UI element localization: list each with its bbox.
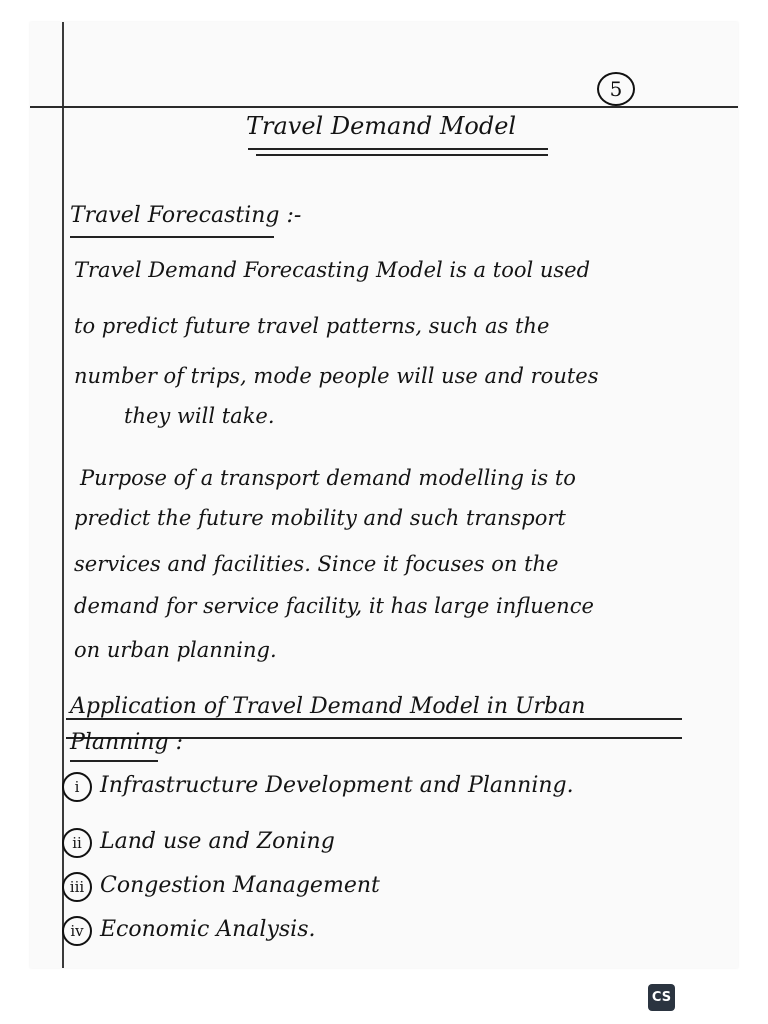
- purpose-line-4: demand for service facility, it has large influence: [74, 594, 594, 618]
- margin-line: [62, 22, 64, 968]
- item-text: Infrastructure Development and Planning.: [100, 773, 574, 798]
- item-text: Land use and Zoning: [100, 829, 335, 854]
- camscanner-badge: CS: [648, 984, 675, 1011]
- purpose-line-3: services and facilities. Since it focuses on the: [74, 552, 559, 576]
- item-text: Congestion Management: [100, 873, 380, 898]
- item-number: iii: [62, 872, 92, 902]
- list-item: [62, 772, 574, 802]
- list-item: [62, 916, 316, 946]
- purpose-line-5: on urban planning.: [74, 638, 277, 662]
- application-heading-cont: Planning :: [70, 730, 183, 755]
- title-underline: [248, 148, 548, 150]
- page-title: Travel Demand Model: [246, 112, 517, 140]
- forecasting-line-3: number of trips, mode people will use and routes: [74, 364, 599, 388]
- forecasting-line-4: they will take.: [124, 404, 275, 428]
- item-number: iv: [62, 916, 92, 946]
- purpose-line-2: predict the future mobility and such transport: [74, 506, 566, 530]
- title-underline-second: [256, 154, 548, 156]
- list-item: [62, 828, 335, 858]
- travel-forecasting-heading: Travel Forecasting :-: [70, 203, 302, 228]
- purpose-line-1: Purpose of a transport demand modelling is to: [80, 466, 576, 490]
- planning-underline: [70, 760, 158, 762]
- forecasting-line-1: Travel Demand Forecasting Model is a tool used: [74, 258, 591, 282]
- page-number: 5: [597, 72, 635, 106]
- application-heading: Application of Travel Demand Model in Urban: [70, 694, 586, 719]
- forecasting-line-2: to predict future travel patterns, such as the: [74, 314, 550, 338]
- list-item: [62, 872, 380, 902]
- item-number: ii: [62, 828, 92, 858]
- item-number: i: [62, 772, 92, 802]
- notebook-page: [30, 22, 738, 968]
- item-text: Economic Analysis.: [100, 917, 316, 942]
- header-rule: [30, 106, 738, 108]
- travel-forecasting-underline: [70, 236, 274, 238]
